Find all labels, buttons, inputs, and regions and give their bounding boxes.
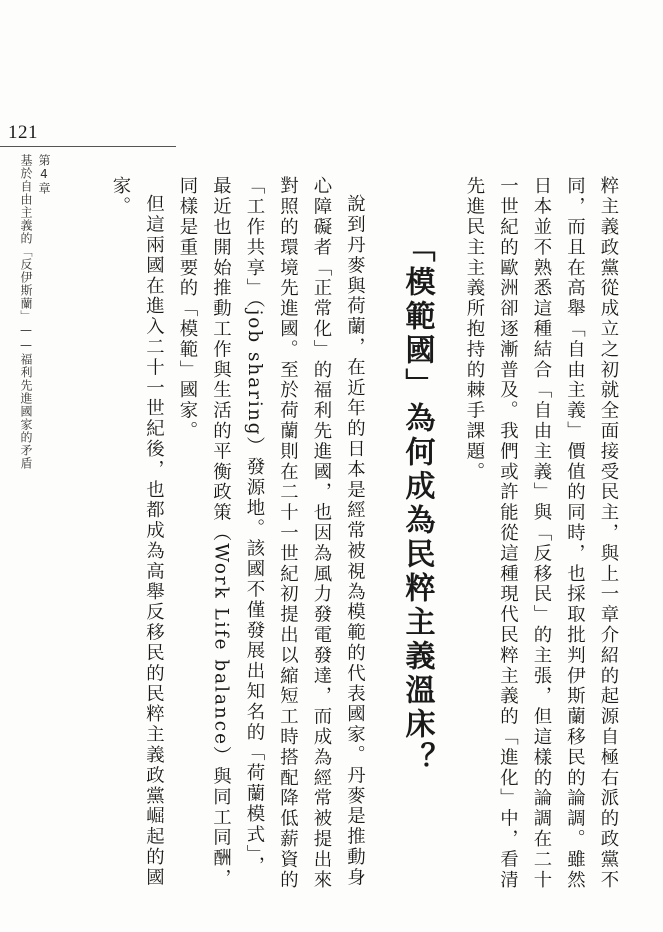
paragraph-continued: 粹主義政黨從成立之初就全面接受民主，與上一章介紹的起源自極右派的政黨不同，而且在高舉「自由主義」價值的同時，也採取批判伊斯蘭移民的論調。雖然日本並不熟悉這種結合「自由主義」與「反移民」的主張，但這樣的論調在二十一世紀的歐洲卻逐漸普及。我們或許能從這種現代民粹主義的「進化」中，看清先進民主主義所抱持的棘手課題。	[464, 176, 619, 890]
chapter-label: 第4章	[37, 154, 51, 195]
body-text	[104, 176, 626, 891]
chapter-title: 基於自由主義的「反伊斯蘭」——福利先進國家的矛盾	[19, 154, 33, 470]
header-rule	[0, 146, 176, 147]
paragraph-populist-rise: 但這兩國在進入二十一世紀後，也都成為高舉反移民的民粹主義政黨崛起的國家。	[110, 176, 165, 888]
paragraph-denmark-netherlands: 說到丹麥與荷蘭，在近年的日本是經常被視為模範的代表國家。丹麥是推動身心障礙者「正常化」的福利先進國，也因為風力發電發達，而成為經常被提出來對照的環境先進國。至於荷蘭則在二十一世紀初提出以縮短工時搭配降低薪資的「工作共享」（job sharing）發源地。該國不僅發展出知名的「荷蘭模式」，最近也開始推動工作與生活的平衡政策（Work Life balance）與同工同酬，同樣是重要的「模範」國家。	[177, 176, 366, 890]
page-number: 121	[8, 122, 38, 143]
running-head	[20, 154, 50, 470]
section-heading: 「模範國」為何成為民粹主義溫床？	[399, 232, 435, 776]
